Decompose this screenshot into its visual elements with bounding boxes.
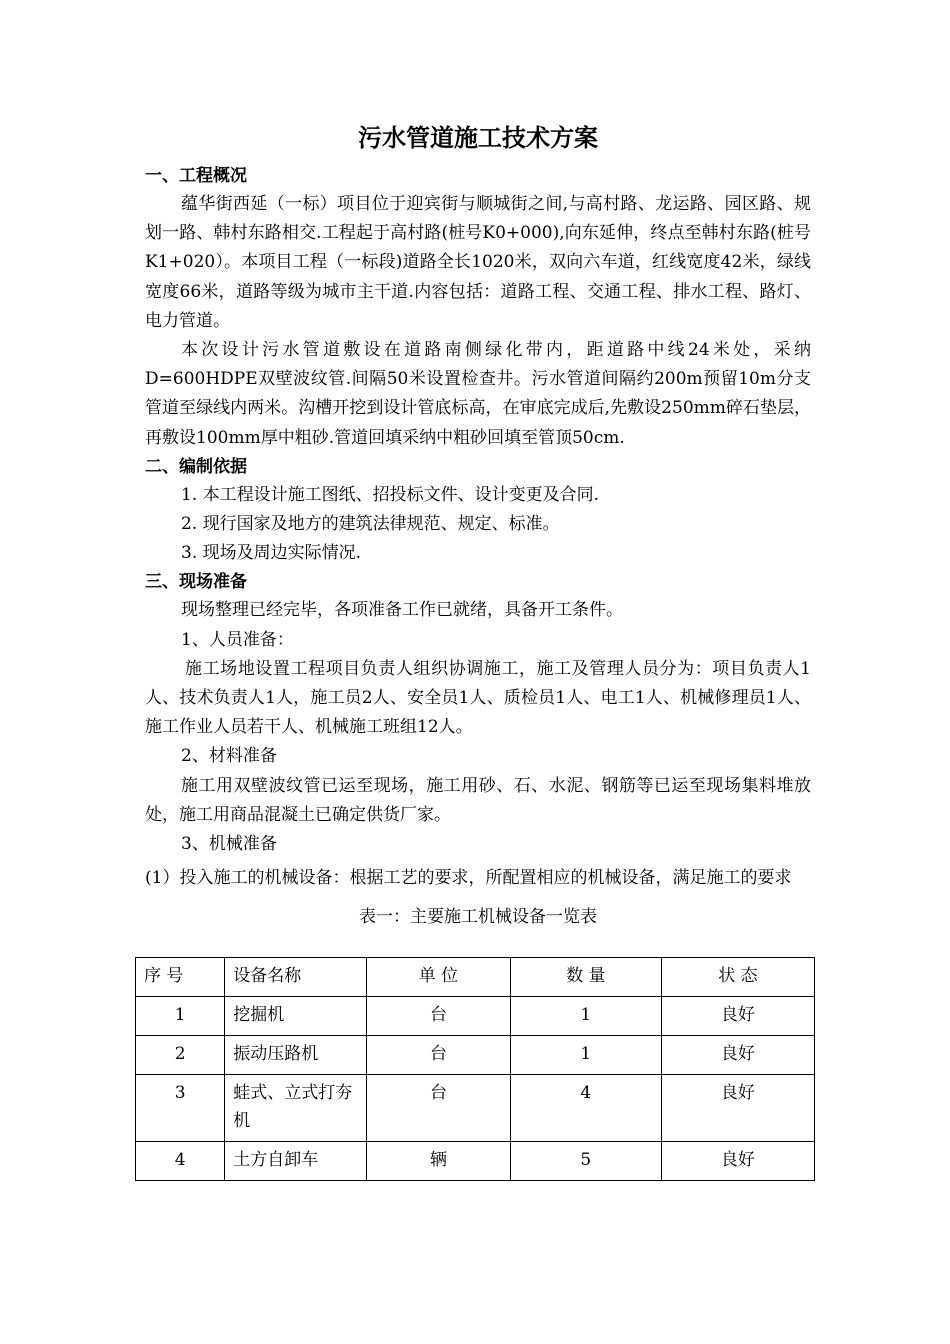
- header-quantity: 数 量: [510, 958, 661, 997]
- basis-item-2: 2. 现行国家及地方的建筑法律规范、规定、标准。: [181, 514, 560, 535]
- cell-unit: 台: [367, 1036, 510, 1075]
- cell-unit: 台: [367, 997, 510, 1036]
- cell-status: 良好: [661, 1075, 814, 1142]
- cell-unit: 辆: [367, 1142, 510, 1181]
- cell-unit: 台: [367, 1075, 510, 1142]
- overview-paragraph-2: 本次设计污水管道敷设在道路南侧绿化带内，距道路中线24米处，采纳D=600HDPE双壁波纹管.间隔50米设置检查井。污水管道间隔约200m预留10m分支管道至绿线内两米。沟槽开挖到设计管底标高，在审底完成后,先敷设250mm碎石垫层，再敷设100mm厚中粗砂.管道回填采纳中粗砂回填至管顶50cm.: [145, 340, 811, 448]
- section-heading-overview: 一、工程概况: [145, 166, 247, 186]
- cell-quantity: 4: [510, 1075, 661, 1142]
- basis-item-3: 3. 现场及周边实际情况.: [181, 543, 362, 564]
- document-title: 污水管道施工技术方案: [358, 123, 598, 152]
- cell-seq: 2: [136, 1036, 225, 1075]
- cell-quantity: 1: [510, 1036, 661, 1075]
- machinery-paragraph: (1）投入施工的机械设备：根据工艺的要求，所配置相应的机械设备，满足施工的要求: [145, 868, 792, 889]
- header-name: 设备名称: [225, 958, 367, 997]
- table-caption: 表一：主要施工机械设备一览表: [359, 907, 597, 928]
- cell-name: 挖掘机: [225, 997, 367, 1036]
- overview-paragraph-1: 蕴华街西延（一标）项目位于迎宾街与顺城街之间,与高村路、龙运路、园区路、规划一路、韩村东路相交.工程起于高村路(桩号K0+000),向东延伸，终点至韩村东路(桩号K1+020）。本项目工程（一标段)道路全长1020米，双向六车道，红线宽度42米，绿线宽度66米，道路等级为城市主干道.内容包括：道路工程、交通工程、排水工程、路灯、电力管道。: [145, 194, 811, 331]
- cell-name: 蛙式、立式打夯机: [225, 1075, 367, 1142]
- cell-name: 振动压路机: [225, 1036, 367, 1075]
- cell-seq: 1: [136, 997, 225, 1036]
- cell-name: 土方自卸车: [225, 1142, 367, 1181]
- basis-item-1: 1. 本工程设计施工图纸、招投标文件、设计变更及合同.: [181, 484, 600, 505]
- materials-paragraph: 施工用双壁波纹管已运至现场，施工用砂、石、水泥、钢筋等已运至现场集料堆放处，施工用商品混凝土已确定供货厂家。: [145, 775, 811, 825]
- document-page: [145, 118, 811, 933]
- personnel-paragraph: 施工场地设置工程项目负责人组织协调施工，施工及管理人员分为：项目负责人1人、技术负责人1人，施工员2人、安全员1人、质检员1人、电工1人、机械修理员1人、施工作业人员若干人、机械施工班组12人。: [145, 658, 811, 738]
- personnel-subheading: 1、人员准备：: [181, 629, 294, 650]
- table-row: [136, 1036, 815, 1075]
- header-status: 状 态: [661, 958, 814, 997]
- cell-seq: 4: [136, 1142, 225, 1181]
- cell-quantity: 1: [510, 997, 661, 1036]
- header-seq: 序 号: [136, 958, 225, 997]
- table-row: [136, 1075, 815, 1142]
- section-heading-site-prep: 三、现场准备: [145, 572, 247, 593]
- cell-seq: 3: [136, 1075, 225, 1142]
- materials-subheading: 2、材料准备: [181, 746, 277, 767]
- cell-status: 良好: [661, 1036, 814, 1075]
- equipment-table: [135, 957, 815, 1181]
- header-unit: 单 位: [367, 958, 510, 997]
- table-row: [136, 997, 815, 1036]
- site-prep-paragraph: 现场整理已经完毕，各项准备工作已就绪，具备开工条件。: [181, 600, 623, 621]
- cell-status: 良好: [661, 997, 814, 1036]
- section-heading-basis: 二、编制依据: [145, 456, 247, 477]
- table-row: [136, 1142, 815, 1181]
- cell-quantity: 5: [510, 1142, 661, 1181]
- cell-status: 良好: [661, 1142, 814, 1181]
- table-header-row: [136, 958, 815, 997]
- machinery-subheading: 3、机械准备: [181, 834, 277, 855]
